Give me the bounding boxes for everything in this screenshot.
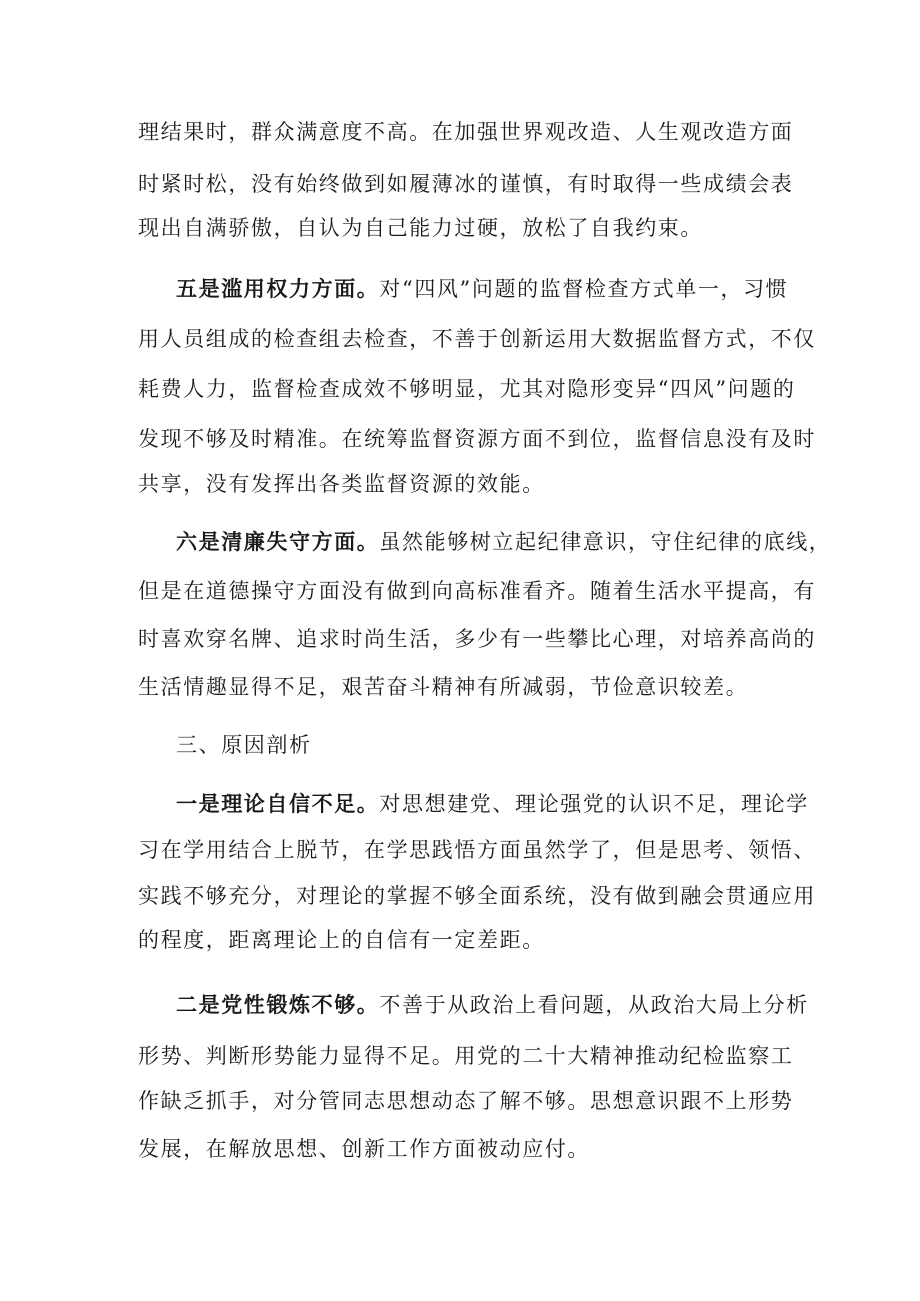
paragraph-heading: 五是滥用权力方面。 [176, 276, 380, 301]
section-title: 三、原因剖析 [176, 733, 312, 757]
paragraph-text: 虽然能够树立起纪律意识，守住纪律的底线， [379, 530, 832, 554]
paragraph-line: 生活情趣显得不足，艰苦奋斗精神有所减弱，节俭意识较差。 [138, 675, 749, 699]
paragraph-line: 时紧时松，没有始终做到如履薄冰的谨慎，有时取得一些成绩会表 [138, 172, 794, 196]
paragraph-text: 对思想建党、理论强党的认识不足，理论学 [379, 792, 809, 816]
paragraph-first-line [176, 274, 788, 304]
paragraph-line: 的程度，距离理论上的自信有一定差距。 [138, 928, 545, 952]
paragraph-text: 不善于从政治上看问题，从政治大局上分析 [379, 993, 809, 1017]
paragraph-heading: 二是党性锻炼不够。 [176, 992, 380, 1017]
paragraph-first-line [176, 789, 809, 819]
paragraph-line: 实践不够充分，对理论的掌握不够全面系统，没有做到融会贯通应用 [138, 884, 816, 908]
paragraph-line: 耗费人力，监督检查成效不够明显，尤其对隐形变异“四风”问题的 [138, 377, 796, 401]
paragraph-line: 习在学用结合上脱节，在学思践悟方面虽然学了，但是思考、领悟、 [138, 838, 816, 862]
paragraph-line: 时喜欢穿名牌、追求时尚生活，多少有一些攀比心理，对培养高尚的 [138, 627, 816, 651]
paragraph-line: 但是在道德操守方面没有做到向高标准看齐。随着生活水平提高，有 [138, 579, 816, 603]
paragraph-heading: 一是理论自信不足。 [176, 791, 380, 816]
paragraph-first-line [176, 527, 831, 557]
paragraph-heading: 六是清廉失守方面。 [176, 529, 380, 554]
paragraph-first-line [176, 990, 809, 1020]
paragraph-line: 用人员组成的检查组去检查，不善于创新运用大数据监督方式，不仅 [138, 327, 816, 351]
paragraph-line: 现出自满骄傲，自认为自己能力过硬，放松了自我约束。 [138, 216, 703, 240]
paragraph-line: 作缺乏抓手，对分管同志思想动态了解不够。思想意识跟不上形势 [138, 1089, 794, 1113]
paragraph-line: 形势、判断形势能力显得不足。用党的二十大精神推动纪检监察工 [138, 1044, 794, 1068]
paragraph-line: 理结果时，群众满意度不高。在加强世界观改造、人生观改造方面 [138, 120, 794, 144]
paragraph-line: 发展，在解放思想、创新工作方面被动应付。 [138, 1137, 590, 1161]
paragraph-line: 发现不够及时精准。在统筹监督资源方面不到位，监督信息没有及时 [138, 427, 816, 451]
paragraph-line: 共享，没有发挥出各类监督资源的效能。 [138, 472, 545, 496]
paragraph-text: 对“四风”问题的监督检查方式单一，习惯 [379, 277, 789, 301]
